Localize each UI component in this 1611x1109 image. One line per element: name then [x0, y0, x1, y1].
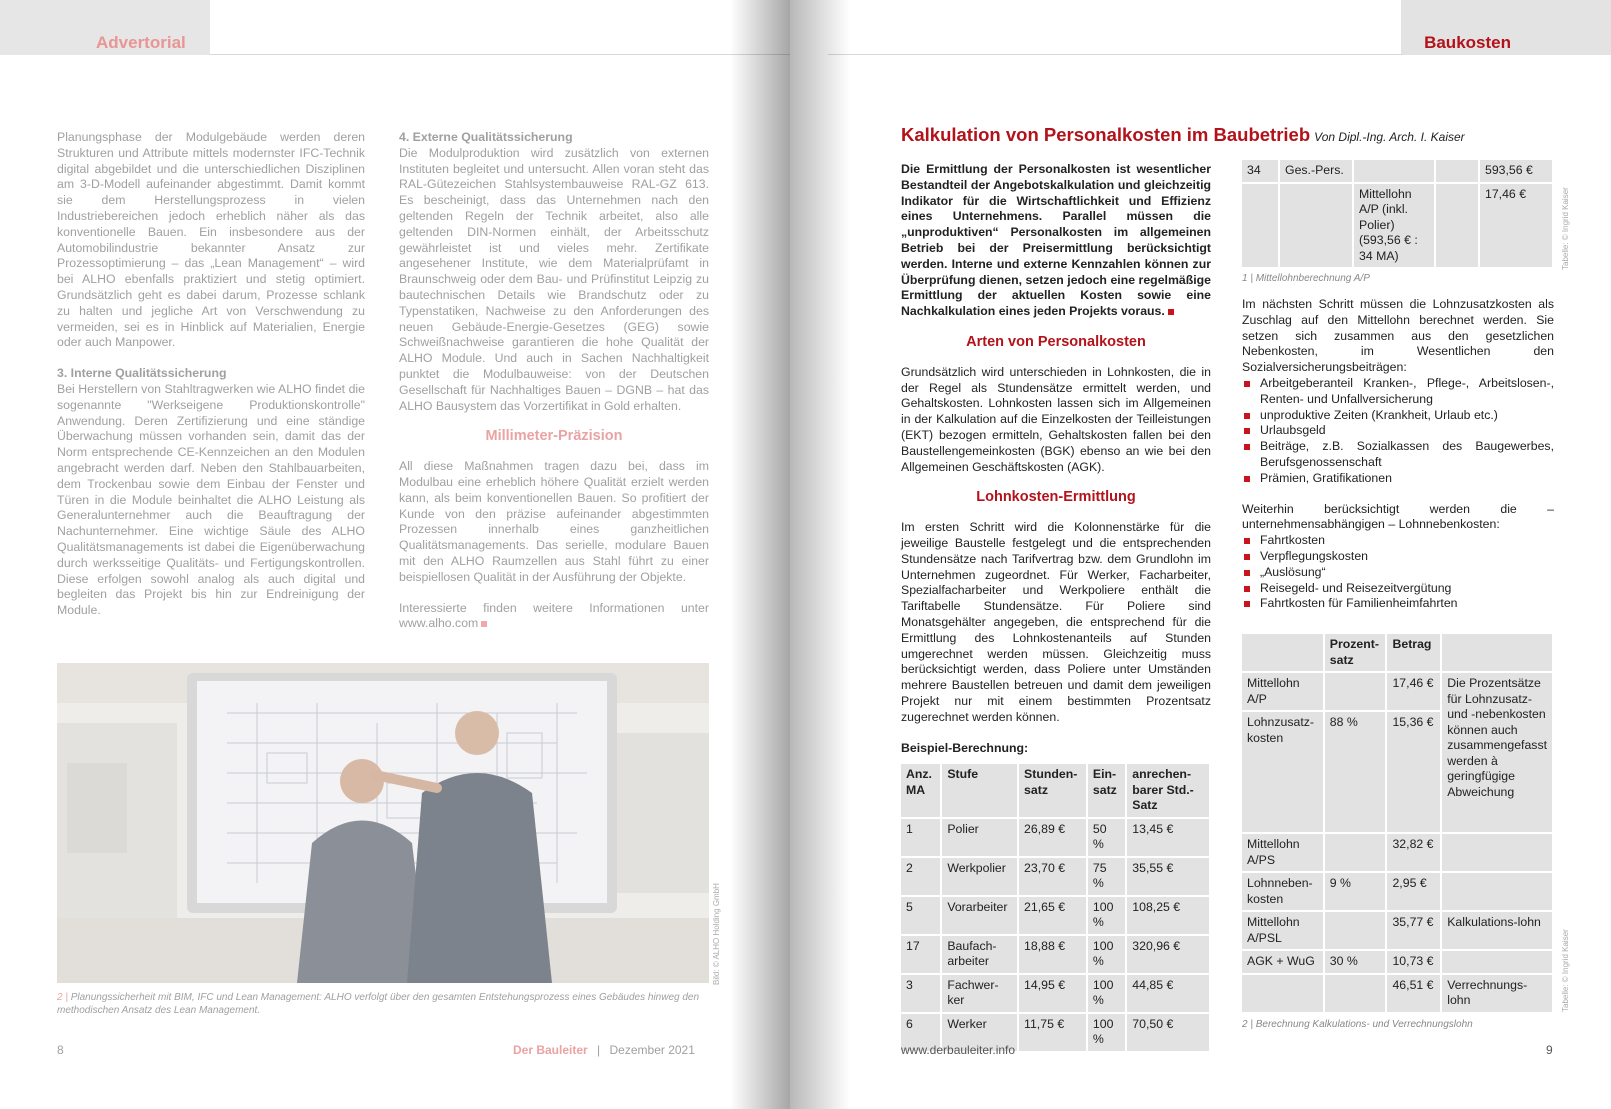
list-item: Prämien, Gratifikationen: [1242, 471, 1554, 487]
link-text[interactable]: Interessierte finden weitere Informationen unter www.alho.com: [399, 600, 709, 631]
cell: 5: [901, 897, 940, 934]
header-cell: Ein-satz: [1088, 764, 1125, 817]
cell: 35,77 €: [1387, 912, 1440, 949]
cell: 21,65 €: [1019, 897, 1086, 934]
right-column-2: [1242, 158, 1554, 1031]
header-cell: Prozent-satz: [1325, 634, 1386, 671]
subheading-arten: Arten von Personalkosten: [966, 333, 1146, 350]
cell: Fachwer-ker: [942, 975, 1017, 1012]
cell: 6: [901, 1014, 940, 1051]
cell: 11,75 €: [1019, 1014, 1086, 1051]
cell: Verrechnungs-lohn: [1442, 975, 1552, 1012]
paragraph: Planungsphase der Modulgebäude werden deren Strukturen und Attribute mittels modernster IFC-Technik digital abgebildet und die unterschiedlichen Disziplinen am 3-D-Modell aufeinander abgestimmt. Damit kommt sie dem Herstellungsprozess in vielen Industriebereichen jedoch erheblich näher als das konventionelle Bauen. Ein insbesondere aus der Automobilindustrie bekannter Ansatz zur Prozessoptimierung – das „Lean Management“ – wird bei ALHO ebenfalls praktiziert und stetig optimiert. Grundsätzlich geht es dabei darum, Prozesse schlank zu halten und jegliche Art von Verschwendung zu vermeiden, sei es in Hinblick auf Materialien, Energie oder auch Manpower.: [57, 130, 365, 350]
article-title: Kalkulation von Personalkosten im Baubetrieb: [901, 124, 1311, 145]
section-label-baukosten: Baukosten: [1424, 33, 1511, 52]
cell: 46,51 €: [1387, 975, 1440, 1012]
cell: 2,95 €: [1387, 873, 1440, 910]
cell: [1325, 673, 1386, 710]
header-rule-right: [828, 54, 1403, 55]
cell: [1354, 160, 1434, 182]
cell: [1325, 975, 1386, 1012]
left-column-2: [399, 130, 709, 647]
list-item: Arbeitgeberanteil Kranken-, Pflege-, Arbeitslosen-, Renten- und Unfallversicherung: [1242, 376, 1554, 408]
cell: 3: [901, 975, 940, 1012]
table-row: [1242, 975, 1552, 1012]
table-credit-1: Tabelle: © Ingrid Kaiser: [1561, 187, 1570, 270]
cell: 2: [901, 858, 940, 895]
article-title-block: [901, 124, 1601, 146]
gutter-shadow-right: [790, 0, 850, 1109]
header-cell: [1442, 634, 1552, 671]
list-item: Fahrtkosten: [1242, 533, 1554, 549]
section-label-advertorial: Advertorial: [96, 33, 186, 52]
cell: 593,56 €: [1480, 160, 1552, 182]
list-item: unproduktive Zeiten (Krankheit, Urlaub etc.): [1242, 408, 1554, 424]
cell: 17,46 €: [1387, 673, 1440, 710]
cell: 14,95 €: [1019, 975, 1086, 1012]
header-cell: [1242, 634, 1323, 671]
cell: 100 %: [1088, 936, 1125, 973]
cell: 100 %: [1088, 897, 1125, 934]
paragraph: All diese Maßnahmen tragen dazu bei, dass im Modulbau eine erheblich höhere Qualität erzielt werden kann, als beim konventionellen Bauen. So profitiert der Kunde von den präzise aufeinander abgestimmten Prozessen innerhalb eines ganzheitlichen Qualitätsmanagements. Das serielle, modulare Bauen mit den ALHO Raumzellen aus Stahl führt zu einer beispiellosen Qualität in der Ausführung der Objekte.: [399, 459, 709, 584]
table-row: [1242, 834, 1552, 871]
header-cell: Stunden-satz: [1019, 764, 1086, 817]
table-credit-2: Tabelle: © Ingrid Kaiser: [1561, 929, 1570, 1012]
cell: [1242, 184, 1278, 268]
cell: 70,50 €: [1127, 1014, 1209, 1051]
cell: AGK + WuG: [1242, 951, 1323, 973]
right-page: [790, 0, 1611, 1109]
cell: 18,88 €: [1019, 936, 1086, 973]
issue-date: Dezember 2021: [609, 1043, 695, 1057]
end-mark-icon: [1168, 309, 1174, 315]
list-lohnnebenkosten: [1242, 533, 1554, 612]
cell: Mittellohn A/P (inkl. Polier) (593,56 € : 34 MA): [1354, 184, 1434, 268]
table-row: [901, 897, 1209, 934]
cell: 1: [901, 819, 940, 856]
cell: 100 %: [1088, 975, 1125, 1012]
footer-website[interactable]: www.derbauleiter.info: [901, 1043, 1016, 1057]
header-cell: Betrag: [1387, 634, 1440, 671]
cell: 88 %: [1325, 712, 1386, 832]
cell: Werkpolier: [942, 858, 1017, 895]
cell: [1436, 184, 1478, 268]
cell: 26,89 €: [1019, 819, 1086, 856]
cell: Kalkulations-lohn: [1442, 912, 1552, 949]
cell: Lohnzusatz-kosten: [1242, 712, 1323, 832]
photo-credit: Bild: © ALHO Holding GmbH: [712, 883, 721, 985]
cell: 44,85 €: [1127, 975, 1209, 1012]
table-row: [901, 936, 1209, 973]
list-item: Beiträge, z.B. Sozialkassen des Baugewerbes, Berufsgenossenschaft: [1242, 439, 1554, 471]
cell: 9 %: [1325, 873, 1386, 910]
cell: [1280, 184, 1352, 268]
example-label: Beispiel-Berechnung:: [901, 740, 1029, 755]
caption-text: Planungssicherheit mit BIM, IFC und Lean Management: ALHO verfolgt über den gesamten Entstehungsprozess eines Gebäudes hinweg den methodischen Ansatz des Lean Management.: [57, 992, 700, 1016]
magazine-name: Der Bauleiter: [513, 1043, 588, 1057]
table-beispiel-fortsetzung: [1240, 158, 1554, 269]
table-row: [1242, 873, 1552, 910]
cell: [1242, 975, 1323, 1012]
list-item: „Auslösung“: [1242, 565, 1554, 581]
list-item: Verpflegungskosten: [1242, 549, 1554, 565]
paragraph: Bei Herstellern von Stahltragwerken wie ALHO findet die sogenannte "Werkseigene Produktionskontrolle" Anwendung. Deren Zertifizierung und eine ständige Überwachung müssen vorhanden sein, damit das der Norm entsprechende CE-Kennzeichen an den Modulen angebracht werden darf. Neben den Stahlbauarbeiten, dem Trockenbau sowie dem Einbau der Fenster und Türen in die Module beinhaltet die ALHO Leistung als Generalunternehmer auch die Beauftragung der Nachunternehmer. Eine wichtige Säule des ALHO Qualitätsmanagements ist dabei die Eigenüberwachung durch werksseitige Qualitäts- und Fertigungskontrollen. Diese erfolgen sowohl analog als auch digital und begleiten das Projekt bis hin zur Endreinigung der Module.: [57, 381, 365, 618]
header-rule-left: [210, 54, 790, 55]
cell: [1442, 951, 1552, 973]
header-cell: Anz. MA: [901, 764, 940, 817]
header-cell: Stufe: [942, 764, 1017, 817]
right-column-1: [901, 162, 1211, 1053]
cell: [1325, 912, 1386, 949]
list-item: Urlaubsgeld: [1242, 423, 1554, 439]
cell: 75 %: [1088, 858, 1125, 895]
subheading-internal-qa: 3. Interne Qualitätssicherung: [57, 366, 227, 381]
cell: 17,46 €: [1480, 184, 1552, 268]
paragraph: Im ersten Schritt wird die Kolonnenstärke für die jeweilige Baustelle festgelegt und die entsprechenden Stundensätze nach Tarifvertrag bzw. dem Grundlohn im Unternehmen zugeordnet. Für Werker, Facharbeiter, Spezialfacharbeiter und Werkpoliere enthält die Tariftabelle Stundensätze. Für Poliere sind Monatsgehälter angegeben, die entsprechend für die Ermittlung des Lohnkostenanteils auf Stunden umgerechnet werden müssen. Gleichzeitig muss berücksichtigt werden, dass Poliere unter Umständen mehrere Baustellen betreuen und damit dem jeweiligen Projekt nur mit einem bestimmten Prozentsatz zugerechnet werden können.: [901, 520, 1211, 724]
cell: 108,25 €: [1127, 897, 1209, 934]
paragraph: Grundsätzlich wird unterschieden in Lohnkosten, die in der Regel als Stundensätze ermittelt werden, und Gehaltskosten. Lohnkosten lassen sich im Allgemeinen in der Kalkulation auf die Einzelkosten der Teilleistungen (EKT) bezogen ermitteln, Gehaltskosten fallen bei den Baustellengemeinkosten (BGK) ebenso an wie bei den Allgemeinen Geschäftskosten (AGK).: [901, 364, 1211, 474]
cell: Mittellohn A/P: [1242, 673, 1323, 710]
subheading-lohnkosten: Lohnkosten-Ermittlung: [976, 489, 1136, 506]
cell: 15,36 €: [1387, 712, 1440, 832]
cell: Lohnneben-kosten: [1242, 873, 1323, 910]
gutter-shadow-left: [730, 0, 790, 1109]
cell: 23,70 €: [1019, 858, 1086, 895]
cell: Vorarbeiter: [942, 897, 1017, 934]
cell: 34: [1242, 160, 1278, 182]
cell-note: Die Prozentsätze für Lohnzusatz- und -nebenkosten können auch zusammengefasst werden à geringfügige Abweichung: [1442, 673, 1552, 832]
paragraph: Weiterhin berücksichtigt werden die – unternehmensabhängigen – Lohnnebenkosten:: [1242, 501, 1554, 532]
cell: [1436, 160, 1478, 182]
cell: Polier: [942, 819, 1017, 856]
cell: Werker: [942, 1014, 1017, 1051]
cell: Mittellohn A/PS: [1242, 834, 1323, 871]
cell: Ges.-Pers.: [1280, 160, 1352, 182]
list-item: Fahrtkosten für Familienheimfahrten: [1242, 596, 1554, 612]
photo-caption: [57, 991, 709, 1017]
table-row: [901, 819, 1209, 856]
footer-separator: |: [597, 1043, 601, 1057]
list-lohnzusatzkosten: [1242, 376, 1554, 487]
cell: 17: [901, 936, 940, 973]
subheading-millimeter-praezision: Millimeter-Präzision: [485, 428, 623, 445]
cell: [1442, 873, 1552, 910]
cell: 32,82 €: [1387, 834, 1440, 871]
table-header-row: [1242, 634, 1552, 671]
table-row: [1242, 673, 1552, 710]
cell: 10,73 €: [1387, 951, 1440, 973]
cell: 35,55 €: [1127, 858, 1209, 895]
page-number-right: 9: [1546, 1043, 1553, 1057]
end-mark-icon: [481, 621, 487, 627]
paragraph: Im nächsten Schritt müssen die Lohnzusatzkosten als Zuschlag auf den Mittellohn berechnet werden. Sie setzen sich zusammen aus den gesetzlichen Nebenkosten, im Wesentlichen den Sozialversicherungsbeiträgen:: [1242, 297, 1554, 375]
table-kalkulationslohn: [1240, 632, 1554, 1014]
cell: 13,45 €: [1127, 819, 1209, 856]
article-photo: [57, 663, 709, 983]
table-beispiel-berechnung: [899, 762, 1211, 1053]
cell: 100 %: [1088, 1014, 1125, 1051]
paragraph-link: [399, 601, 709, 633]
table-header-row: [901, 764, 1209, 817]
table-caption-1: 1 | Mittellohnberechnung A/P: [1242, 273, 1370, 284]
list-item: Reisegeld- und Reisezeitvergütung: [1242, 581, 1554, 597]
article-byline: Von Dipl.-Ing. Arch. I. Kaiser: [1314, 130, 1465, 144]
cell: [1442, 834, 1552, 871]
paragraph: Die Modulproduktion wird zusätzlich von externen Instituten begleitet und untersucht. Allen voran steht das RAL-Gütezeichen Stahlsystembauweise RAL-GZ 613. Es bescheinigt, dass das Unternehmen nach den geltenden Regeln der Technik arbeitet, also alle geltenden DIN-Normen einhält, der Arbeitsschutz gewährleistet ist und vieles mehr. Zertifikate angesehener Institute, wie dem Materialprüfamt in Braunschweig oder dem Bau- und Prüfinstitut Leipzig zu bautechnischen Details wie Brandschutz oder zu Typenstatiken, Nachweise zu den Anforderungen des neuen Gebäude-Energie-Gesetzes (GEG) sowie Schweißnachweise garantieren die hohe Qualität der ALHO Module. Und auch in Sachen Nachhaltigkeit punktet die Modulbauweise: von der Deutschen Gesellschaft für Nachhaltiges Bauen – DGNB – hat das ALHO Bausystem das Vorzertifikat in Gold erhalten.: [399, 145, 709, 413]
left-column-1: [57, 130, 365, 634]
footer-magazine: [513, 1043, 695, 1057]
cell: 50 %: [1088, 819, 1125, 856]
cell: Mittellohn A/PSL: [1242, 912, 1323, 949]
caption-number: 2 |: [57, 992, 68, 1003]
lead-text: Die Ermittlung der Personalkosten ist wesentlicher Bestandteil der Angebotskalkulation und gleichzeitig Indikator für die Wirtschaftlichkeit und Effizienz eines Unternehmens. Parallel müssen die „unproduktiven“ Personalkosten im allgemeinen Betrieb bei der Preisermittlung berücksichtigt werden. Interne und externe Kennzahlen können zur Überprüfung dienen, setzen jedoch eine regelmäßige Ermittlung der aktuellen Kosten sowie eine Nachkalkulation eines jeden Projekts voraus.: [901, 162, 1211, 319]
cell: 30 %: [1325, 951, 1386, 973]
lead-paragraph: [901, 162, 1211, 320]
cell: [1325, 834, 1386, 871]
table-row: [901, 858, 1209, 895]
cell: 320,96 €: [1127, 936, 1209, 973]
table-row: [1242, 951, 1552, 973]
cell: Baufach-arbeiter: [942, 936, 1017, 973]
table-caption-2: 2 | Berechnung Kalkulations- und Verrechnungslohn: [1242, 1018, 1473, 1030]
photo-illustration: [57, 663, 709, 983]
header-cell: anrechen-barer Std.-Satz: [1127, 764, 1209, 817]
page-number-left: 8: [57, 1043, 64, 1057]
table-row: [1242, 160, 1552, 182]
left-page: [0, 0, 790, 1109]
table-row: [901, 975, 1209, 1012]
subheading-external-qa: 4. Externe Qualitätssicherung: [399, 130, 573, 144]
table-row: [1242, 184, 1552, 268]
table-row: [1242, 912, 1552, 949]
